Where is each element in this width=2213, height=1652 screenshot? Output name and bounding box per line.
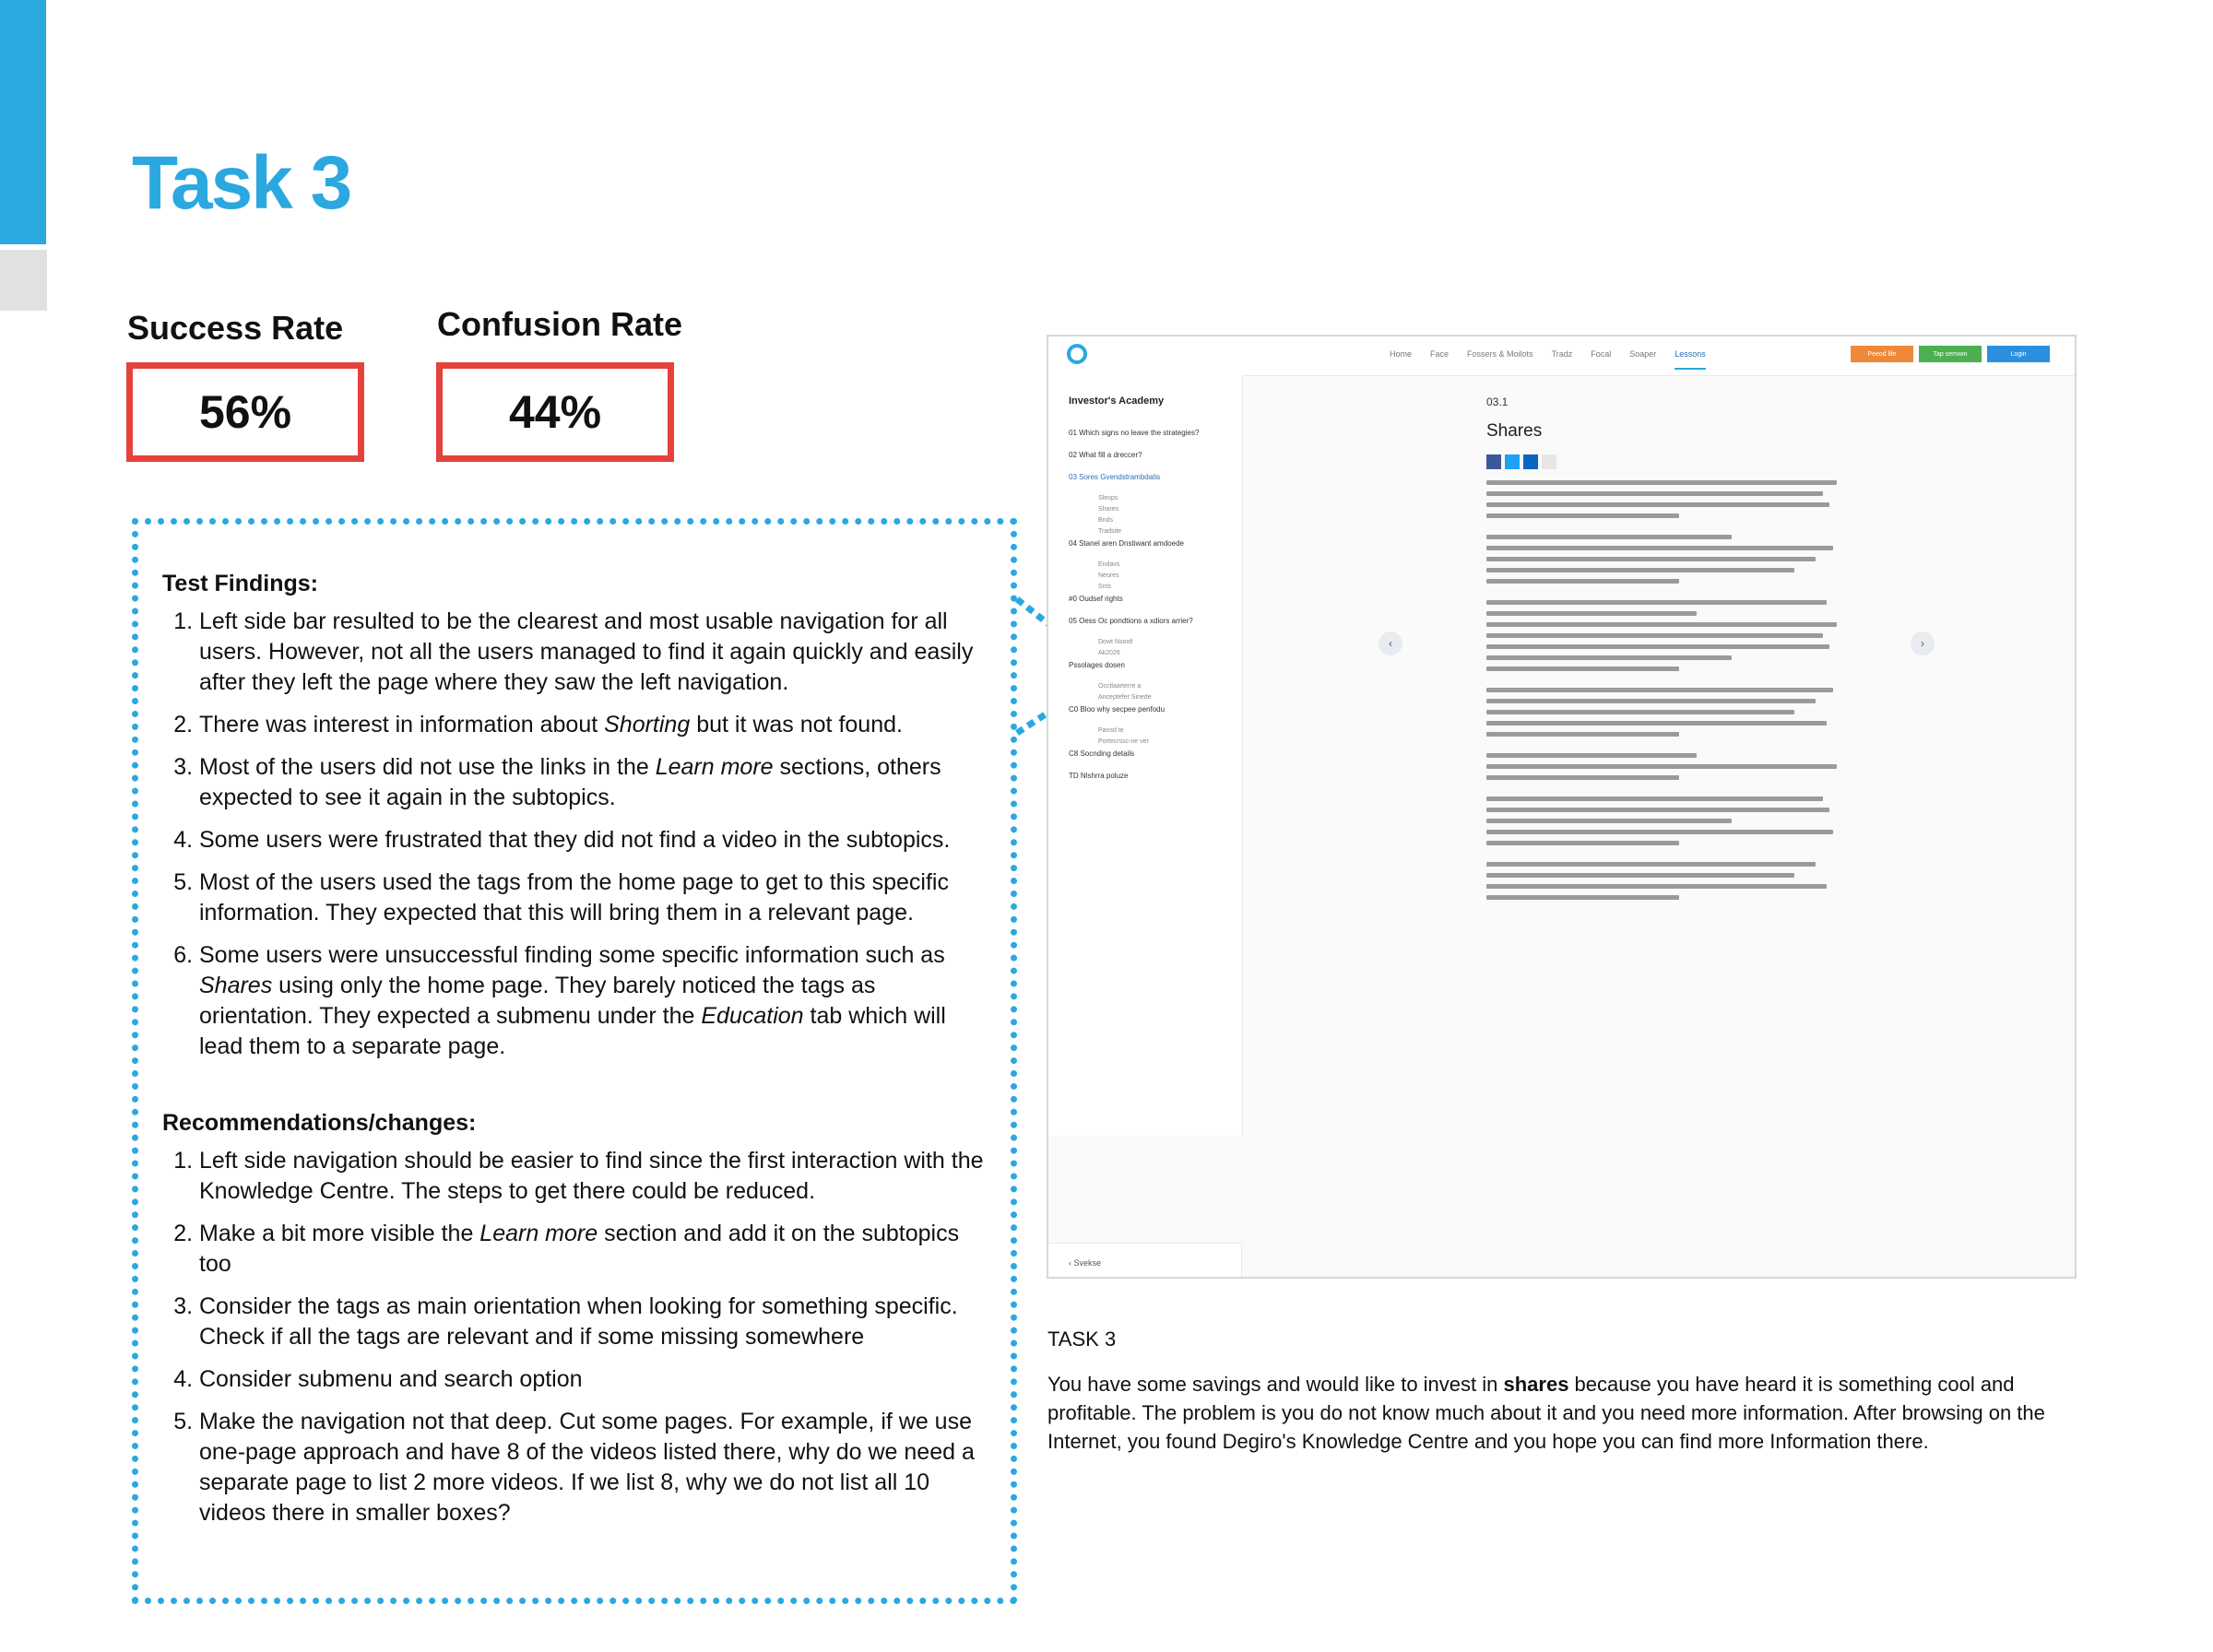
finding-item: 5. Most of the users used the tags from the home page to get to this specific information. They expected that this will bring them in a relevant page.: [199, 867, 990, 928]
finding-item: 3. Most of the users did not use the links in the Learn more sections, others expected to see it again in the subtopics.: [199, 752, 990, 813]
page-title: Task 3: [132, 141, 351, 225]
degiro-logo-icon: [1067, 344, 1087, 364]
finding-item: 4. Some users were frustrated that they did not find a video in the subtopics.: [199, 825, 990, 856]
recommendations-heading: Recommendations/changes:: [162, 1110, 477, 1136]
article-heading: Shares: [1486, 421, 1543, 441]
sidebar-item[interactable]: Bnds: [1098, 517, 1113, 524]
linkedin-icon[interactable]: [1523, 454, 1538, 469]
success-rate-label: Success Rate: [127, 309, 344, 347]
emphasis: Learn more: [479, 1221, 598, 1246]
nav-item[interactable]: Fossers & Moilots: [1467, 349, 1533, 359]
knowledge-centre-screenshot: [1047, 335, 2077, 1279]
facebook-icon[interactable]: [1486, 454, 1501, 469]
sidebar-item[interactable]: Pansd te: [1098, 727, 1124, 734]
nav-item[interactable]: Tradz: [1551, 349, 1573, 359]
emphasis: Learn more: [655, 754, 774, 780]
prev-arrow-icon[interactable]: ‹: [1379, 631, 1402, 655]
nav-item[interactable]: Home: [1390, 349, 1413, 359]
article-body-text: [1486, 480, 1837, 900]
sidebar-item[interactable]: Snts: [1098, 584, 1112, 590]
header-button[interactable]: Peeod life: [1851, 346, 1913, 362]
sidebar-item[interactable]: Anceptefer Sinede: [1098, 694, 1152, 701]
nav-item[interactable]: Focal: [1591, 349, 1612, 359]
screenshot-sidebar: [1048, 375, 1243, 1136]
sidebar-item[interactable]: C8 Socnding details: [1069, 749, 1135, 758]
sidebar-item[interactable]: Ak2026: [1098, 650, 1120, 656]
sidebar-item[interactable]: Tradsite: [1098, 528, 1122, 535]
screenshot-topbar: [1048, 336, 2075, 376]
finding-item: 6. Some users were unsuccessful finding some specific information such as Shares using only the home page. They barely noticed the tags as orientation. They expected a submenu under the Education tab which will lead them to a separate page.: [199, 940, 990, 1062]
twitter-icon[interactable]: [1505, 454, 1520, 469]
sidebar-item[interactable]: C0 Bloo why secpee penfodu: [1069, 705, 1166, 714]
recommendation-item: 3. Consider the tags as main orientation when looking for something specific. Check if all the tags are relevant and if some missing somewhere: [199, 1292, 990, 1352]
recommendation-item: 2. Make a bit more visible the Learn more section and add it on the subtopics too: [199, 1219, 990, 1280]
task-description: You have some savings and would like to invest in shares because you have heard it is something cool and profitable. The problem is you do not know much about it and you need more information. After browsing on the Internet, you found Degiro's Knowledge Centre and you hope you can find more Information there.: [1047, 1373, 2045, 1453]
sidebar-item[interactable]: Pssolages dosen: [1069, 661, 1125, 669]
sidebar-item[interactable]: 05 Oess Oc pondtions a xdiors arrier?: [1069, 617, 1193, 625]
sidebar-item[interactable]: #0 Oudsef rights: [1069, 595, 1123, 603]
sidebar-item[interactable]: 03 Sores Gvendstrambdatis: [1069, 473, 1161, 481]
strong-text: shares: [1503, 1373, 1569, 1396]
social-share-row: [1486, 454, 1837, 469]
nav-item[interactable]: Soaper: [1629, 349, 1657, 359]
sidebar-title: Investor's Academy: [1069, 395, 1165, 407]
success-rate-box: 56%: [126, 362, 364, 462]
emphasis: Shares: [199, 973, 273, 998]
emphasis: Shorting: [604, 712, 691, 738]
finding-item: 2. There was interest in information about Shorting but it was not found.: [199, 710, 990, 740]
gray-tab-marker: [0, 250, 47, 311]
screenshot-nav: [1390, 349, 1706, 370]
sidebar-item[interactable]: Dowt Nsoxtl: [1098, 639, 1133, 645]
emphasis: Education: [701, 1003, 804, 1029]
article-kicker: 03.1: [1486, 395, 1509, 408]
sidebar-item[interactable]: 01 Which signs no leave the strategies?: [1069, 429, 1200, 437]
screenshot-article: [1486, 395, 1837, 916]
sidebar-item[interactable]: Shares: [1098, 506, 1119, 513]
confusion-rate-box: 44%: [436, 362, 674, 462]
findings-heading: Test Findings:: [162, 571, 318, 596]
finding-item: 1. Left side bar resulted to be the clearest and most usable navigation for all users. However, not all the users managed to find it again quickly and easily after they left the page where they saw the left navigation.: [199, 607, 990, 698]
sidebar-item[interactable]: Sleops: [1098, 495, 1118, 502]
recommendation-item: 1. Left side navigation should be easier to find since the first interaction with the Knowledge Centre. The steps to get there could be reduced.: [199, 1146, 990, 1207]
findings-list: [162, 607, 990, 1062]
header-button[interactable]: Tap semwin: [1919, 346, 1982, 362]
sidebar-item[interactable]: Endavs: [1098, 561, 1120, 568]
nav-item[interactable]: Face: [1430, 349, 1450, 359]
next-arrow-icon[interactable]: ›: [1911, 631, 1935, 655]
sidebar-item[interactable]: TD Nlshrra poluze: [1069, 772, 1129, 780]
accent-bar: [0, 0, 46, 244]
task-caption: TASK 3: [1047, 1328, 1117, 1351]
sidebar-item[interactable]: 02 What fill a dreccer?: [1069, 451, 1142, 459]
sidebar-item[interactable]: Occtlaarterre a: [1098, 683, 1142, 690]
nav-item[interactable]: Lessons: [1675, 349, 1706, 370]
sidebar-back-link[interactable]: ‹ Svekse: [1048, 1243, 1242, 1279]
confusion-rate-label: Confusion Rate: [437, 305, 682, 343]
sidebar-item[interactable]: Portecrssc-ne ver: [1098, 738, 1149, 745]
recommendation-item: 5. Make the navigation not that deep. Cut some pages. For example, if we use one-page approach and have 8 of the videos listed there, why do we need a separate page to list 2 more videos. If we list 8, why we do not list all 10 videos there in smaller boxes?: [199, 1407, 990, 1528]
recommendations-list: [162, 1146, 990, 1528]
sidebar-item[interactable]: Neores: [1098, 572, 1119, 579]
email-icon[interactable]: [1542, 454, 1556, 469]
sidebar-item[interactable]: 04 Stanel aren Dnstiwant amdoede: [1069, 539, 1184, 548]
header-button[interactable]: Login: [1987, 346, 2050, 362]
sidebar-back-label: Svekse: [1073, 1258, 1102, 1268]
findings-panel: [132, 518, 1017, 1604]
recommendation-item: 4. Consider submenu and search option: [199, 1364, 990, 1395]
